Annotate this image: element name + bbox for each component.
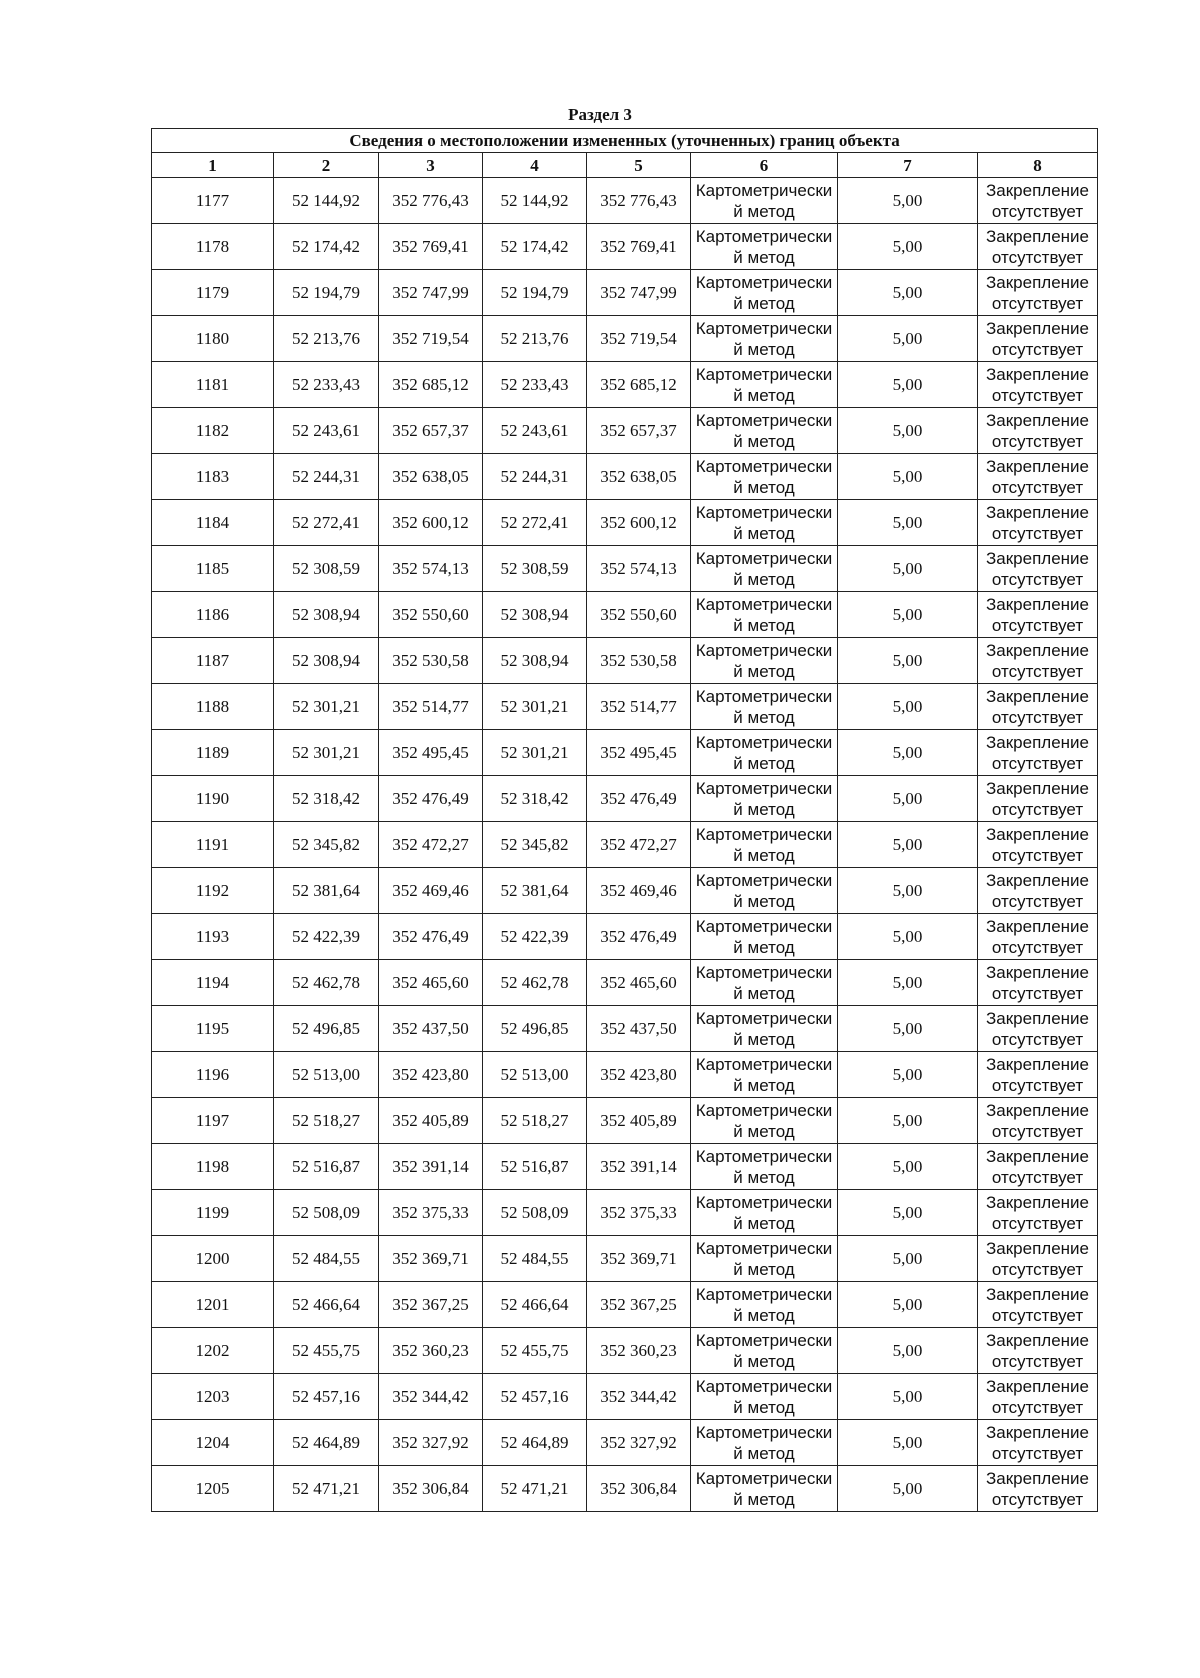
x-coordinate-old-cell: 52 518,27 [274, 1098, 379, 1144]
point-number-cell: 1202 [152, 1328, 274, 1374]
x-coordinate-new-cell: 52 455,75 [483, 1328, 587, 1374]
y-coordinate-new-cell: 352 657,37 [587, 408, 691, 454]
y-coordinate-new-cell: 352 405,89 [587, 1098, 691, 1144]
x-coordinate-new-cell: 52 144,92 [483, 178, 587, 224]
point-number-cell: 1182 [152, 408, 274, 454]
y-coordinate-old-cell: 352 391,14 [379, 1144, 483, 1190]
y-coordinate-new-cell: 352 769,41 [587, 224, 691, 270]
point-number-cell: 1188 [152, 684, 274, 730]
y-coordinate-new-cell: 352 530,58 [587, 638, 691, 684]
y-coordinate-new-cell: 352 375,33 [587, 1190, 691, 1236]
x-coordinate-new-cell: 52 462,78 [483, 960, 587, 1006]
y-coordinate-new-cell: 352 306,84 [587, 1466, 691, 1512]
fixation-cell: Закрепление отсутствует [978, 224, 1098, 270]
table-row [152, 500, 1098, 546]
fixation-cell: Закрепление отсутствует [978, 362, 1098, 408]
table-row [152, 592, 1098, 638]
y-coordinate-old-cell: 352 472,27 [379, 822, 483, 868]
accuracy-cell: 5,00 [838, 454, 978, 500]
y-coordinate-new-cell: 352 776,43 [587, 178, 691, 224]
method-cell: Картометрически й метод [691, 1144, 838, 1190]
x-coordinate-new-cell: 52 496,85 [483, 1006, 587, 1052]
method-cell: Картометрически й метод [691, 638, 838, 684]
y-coordinate-new-cell: 352 369,71 [587, 1236, 691, 1282]
y-coordinate-new-cell: 352 391,14 [587, 1144, 691, 1190]
accuracy-cell: 5,00 [838, 270, 978, 316]
point-number-cell: 1185 [152, 546, 274, 592]
table-row [152, 960, 1098, 1006]
x-coordinate-new-cell: 52 308,59 [483, 546, 587, 592]
column-header-5: 5 [587, 153, 691, 178]
y-coordinate-new-cell: 352 476,49 [587, 914, 691, 960]
column-header-6: 6 [691, 153, 838, 178]
point-number-cell: 1192 [152, 868, 274, 914]
table-row [152, 914, 1098, 960]
x-coordinate-new-cell: 52 471,21 [483, 1466, 587, 1512]
x-coordinate-new-cell: 52 513,00 [483, 1052, 587, 1098]
accuracy-cell: 5,00 [838, 1144, 978, 1190]
table-row [152, 638, 1098, 684]
fixation-cell: Закрепление отсутствует [978, 684, 1098, 730]
x-coordinate-new-cell: 52 308,94 [483, 592, 587, 638]
point-number-cell: 1186 [152, 592, 274, 638]
fixation-cell: Закрепление отсутствует [978, 868, 1098, 914]
point-number-cell: 1183 [152, 454, 274, 500]
column-header-7: 7 [838, 153, 978, 178]
y-coordinate-old-cell: 352 574,13 [379, 546, 483, 592]
point-number-cell: 1184 [152, 500, 274, 546]
x-coordinate-old-cell: 52 233,43 [274, 362, 379, 408]
fixation-cell: Закрепление отсутствует [978, 730, 1098, 776]
y-coordinate-old-cell: 352 437,50 [379, 1006, 483, 1052]
table-row [152, 1328, 1098, 1374]
fixation-cell: Закрепление отсутствует [978, 776, 1098, 822]
x-coordinate-old-cell: 52 174,42 [274, 224, 379, 270]
fixation-cell: Закрепление отсутствует [978, 1144, 1098, 1190]
accuracy-cell: 5,00 [838, 1466, 978, 1512]
point-number-cell: 1198 [152, 1144, 274, 1190]
x-coordinate-new-cell: 52 381,64 [483, 868, 587, 914]
fixation-cell: Закрепление отсутствует [978, 914, 1098, 960]
y-coordinate-new-cell: 352 367,25 [587, 1282, 691, 1328]
y-coordinate-old-cell: 352 769,41 [379, 224, 483, 270]
point-number-cell: 1189 [152, 730, 274, 776]
method-cell: Картометрически й метод [691, 1052, 838, 1098]
table-row [152, 546, 1098, 592]
section-title: Раздел 3 [568, 105, 632, 124]
x-coordinate-new-cell: 52 484,55 [483, 1236, 587, 1282]
method-cell: Картометрически й метод [691, 408, 838, 454]
x-coordinate-old-cell: 52 496,85 [274, 1006, 379, 1052]
accuracy-cell: 5,00 [838, 868, 978, 914]
point-number-cell: 1194 [152, 960, 274, 1006]
point-number-cell: 1197 [152, 1098, 274, 1144]
table-body [152, 178, 1098, 1512]
table-row [152, 1190, 1098, 1236]
y-coordinate-old-cell: 352 306,84 [379, 1466, 483, 1512]
method-cell: Картометрически й метод [691, 822, 838, 868]
accuracy-cell: 5,00 [838, 362, 978, 408]
y-coordinate-old-cell: 352 657,37 [379, 408, 483, 454]
fixation-cell: Закрепление отсутствует [978, 1420, 1098, 1466]
x-coordinate-old-cell: 52 308,94 [274, 638, 379, 684]
table-row [152, 1420, 1098, 1466]
y-coordinate-new-cell: 352 719,54 [587, 316, 691, 362]
accuracy-cell: 5,00 [838, 1374, 978, 1420]
x-coordinate-old-cell: 52 484,55 [274, 1236, 379, 1282]
x-coordinate-new-cell: 52 345,82 [483, 822, 587, 868]
fixation-cell: Закрепление отсутствует [978, 638, 1098, 684]
y-coordinate-old-cell: 352 367,25 [379, 1282, 483, 1328]
point-number-cell: 1179 [152, 270, 274, 316]
accuracy-cell: 5,00 [838, 1328, 978, 1374]
method-cell: Картометрически й метод [691, 224, 838, 270]
accuracy-cell: 5,00 [838, 638, 978, 684]
method-cell: Картометрически й метод [691, 1466, 838, 1512]
x-coordinate-old-cell: 52 513,00 [274, 1052, 379, 1098]
column-header-1: 1 [152, 153, 274, 178]
fixation-cell: Закрепление отсутствует [978, 316, 1098, 362]
point-number-cell: 1205 [152, 1466, 274, 1512]
y-coordinate-new-cell: 352 327,92 [587, 1420, 691, 1466]
method-cell: Картометрически й метод [691, 1328, 838, 1374]
y-coordinate-new-cell: 352 638,05 [587, 454, 691, 500]
point-number-cell: 1177 [152, 178, 274, 224]
x-coordinate-new-cell: 52 272,41 [483, 500, 587, 546]
fixation-cell: Закрепление отсутствует [978, 1328, 1098, 1374]
method-cell: Картометрически й метод [691, 1236, 838, 1282]
x-coordinate-new-cell: 52 508,09 [483, 1190, 587, 1236]
table-row [152, 822, 1098, 868]
point-number-cell: 1204 [152, 1420, 274, 1466]
y-coordinate-old-cell: 352 747,99 [379, 270, 483, 316]
point-number-cell: 1190 [152, 776, 274, 822]
point-number-cell: 1196 [152, 1052, 274, 1098]
point-number-cell: 1180 [152, 316, 274, 362]
method-cell: Картометрически й метод [691, 270, 838, 316]
accuracy-cell: 5,00 [838, 1282, 978, 1328]
method-cell: Картометрически й метод [691, 960, 838, 1006]
y-coordinate-old-cell: 352 375,33 [379, 1190, 483, 1236]
accuracy-cell: 5,00 [838, 224, 978, 270]
point-number-cell: 1199 [152, 1190, 274, 1236]
point-number-cell: 1193 [152, 914, 274, 960]
column-header-4: 4 [483, 153, 587, 178]
y-coordinate-new-cell: 352 476,49 [587, 776, 691, 822]
accuracy-cell: 5,00 [838, 1236, 978, 1282]
table-row [152, 1052, 1098, 1098]
coordinates-table [151, 128, 1098, 1512]
table-row [152, 868, 1098, 914]
method-cell: Картометрически й метод [691, 1282, 838, 1328]
point-number-cell: 1187 [152, 638, 274, 684]
y-coordinate-old-cell: 352 369,71 [379, 1236, 483, 1282]
accuracy-cell: 5,00 [838, 316, 978, 362]
table-row [152, 178, 1098, 224]
accuracy-cell: 5,00 [838, 914, 978, 960]
table-row [152, 776, 1098, 822]
column-header-3: 3 [379, 153, 483, 178]
table-row [152, 730, 1098, 776]
x-coordinate-old-cell: 52 422,39 [274, 914, 379, 960]
y-coordinate-new-cell: 352 472,27 [587, 822, 691, 868]
table-caption: Сведения о местоположении измененных (уточненных) границ объекта [152, 129, 1098, 153]
y-coordinate-new-cell: 352 495,45 [587, 730, 691, 776]
y-coordinate-new-cell: 352 360,23 [587, 1328, 691, 1374]
fixation-cell: Закрепление отсутствует [978, 1236, 1098, 1282]
point-number-cell: 1195 [152, 1006, 274, 1052]
fixation-cell: Закрепление отсутствует [978, 1098, 1098, 1144]
fixation-cell: Закрепление отсутствует [978, 500, 1098, 546]
y-coordinate-new-cell: 352 437,50 [587, 1006, 691, 1052]
table-row [152, 1466, 1098, 1512]
fixation-cell: Закрепление отсутствует [978, 592, 1098, 638]
method-cell: Картометрически й метод [691, 592, 838, 638]
method-cell: Картометрически й метод [691, 1006, 838, 1052]
table-row [152, 362, 1098, 408]
accuracy-cell: 5,00 [838, 592, 978, 638]
table-row [152, 270, 1098, 316]
accuracy-cell: 5,00 [838, 1190, 978, 1236]
table-row [152, 1282, 1098, 1328]
method-cell: Картометрически й метод [691, 362, 838, 408]
x-coordinate-new-cell: 52 301,21 [483, 730, 587, 776]
accuracy-cell: 5,00 [838, 1098, 978, 1144]
x-coordinate-old-cell: 52 244,31 [274, 454, 379, 500]
y-coordinate-old-cell: 352 550,60 [379, 592, 483, 638]
y-coordinate-old-cell: 352 514,77 [379, 684, 483, 730]
x-coordinate-old-cell: 52 516,87 [274, 1144, 379, 1190]
table-row [152, 1374, 1098, 1420]
x-coordinate-old-cell: 52 381,64 [274, 868, 379, 914]
y-coordinate-old-cell: 352 423,80 [379, 1052, 483, 1098]
column-header-row [152, 153, 1098, 178]
y-coordinate-new-cell: 352 574,13 [587, 546, 691, 592]
table-row [152, 1236, 1098, 1282]
method-cell: Картометрически й метод [691, 1420, 838, 1466]
y-coordinate-new-cell: 352 469,46 [587, 868, 691, 914]
column-header-8: 8 [978, 153, 1098, 178]
y-coordinate-old-cell: 352 405,89 [379, 1098, 483, 1144]
method-cell: Картометрически й метод [691, 1190, 838, 1236]
y-coordinate-new-cell: 352 344,42 [587, 1374, 691, 1420]
table-row [152, 684, 1098, 730]
fixation-cell: Закрепление отсутствует [978, 1190, 1098, 1236]
y-coordinate-old-cell: 352 530,58 [379, 638, 483, 684]
fixation-cell: Закрепление отсутствует [978, 1052, 1098, 1098]
x-coordinate-old-cell: 52 318,42 [274, 776, 379, 822]
y-coordinate-new-cell: 352 465,60 [587, 960, 691, 1006]
accuracy-cell: 5,00 [838, 1052, 978, 1098]
y-coordinate-old-cell: 352 638,05 [379, 454, 483, 500]
table-row [152, 1098, 1098, 1144]
x-coordinate-old-cell: 52 272,41 [274, 500, 379, 546]
method-cell: Картометрически й метод [691, 776, 838, 822]
x-coordinate-old-cell: 52 308,94 [274, 592, 379, 638]
accuracy-cell: 5,00 [838, 822, 978, 868]
x-coordinate-new-cell: 52 318,42 [483, 776, 587, 822]
fixation-cell: Закрепление отсутствует [978, 1466, 1098, 1512]
table-row [152, 408, 1098, 454]
x-coordinate-old-cell: 52 345,82 [274, 822, 379, 868]
table-row [152, 454, 1098, 500]
y-coordinate-old-cell: 352 495,45 [379, 730, 483, 776]
fixation-cell: Закрепление отсутствует [978, 546, 1098, 592]
x-coordinate-old-cell: 52 144,92 [274, 178, 379, 224]
x-coordinate-old-cell: 52 455,75 [274, 1328, 379, 1374]
accuracy-cell: 5,00 [838, 684, 978, 730]
y-coordinate-new-cell: 352 747,99 [587, 270, 691, 316]
x-coordinate-old-cell: 52 471,21 [274, 1466, 379, 1512]
table-row [152, 1144, 1098, 1190]
y-coordinate-old-cell: 352 327,92 [379, 1420, 483, 1466]
accuracy-cell: 5,00 [838, 546, 978, 592]
column-header-2: 2 [274, 153, 379, 178]
y-coordinate-new-cell: 352 514,77 [587, 684, 691, 730]
x-coordinate-new-cell: 52 516,87 [483, 1144, 587, 1190]
x-coordinate-new-cell: 52 213,76 [483, 316, 587, 362]
x-coordinate-old-cell: 52 301,21 [274, 730, 379, 776]
method-cell: Картометрически й метод [691, 546, 838, 592]
y-coordinate-new-cell: 352 550,60 [587, 592, 691, 638]
method-cell: Картометрически й метод [691, 178, 838, 224]
fixation-cell: Закрепление отсутствует [978, 454, 1098, 500]
x-coordinate-old-cell: 52 464,89 [274, 1420, 379, 1466]
method-cell: Картометрически й метод [691, 316, 838, 362]
fixation-cell: Закрепление отсутствует [978, 1282, 1098, 1328]
accuracy-cell: 5,00 [838, 408, 978, 454]
method-cell: Картометрически й метод [691, 1374, 838, 1420]
x-coordinate-old-cell: 52 508,09 [274, 1190, 379, 1236]
accuracy-cell: 5,00 [838, 776, 978, 822]
y-coordinate-old-cell: 352 719,54 [379, 316, 483, 362]
x-coordinate-new-cell: 52 174,42 [483, 224, 587, 270]
x-coordinate-old-cell: 52 462,78 [274, 960, 379, 1006]
x-coordinate-old-cell: 52 194,79 [274, 270, 379, 316]
x-coordinate-new-cell: 52 243,61 [483, 408, 587, 454]
point-number-cell: 1203 [152, 1374, 274, 1420]
y-coordinate-old-cell: 352 476,49 [379, 776, 483, 822]
x-coordinate-new-cell: 52 464,89 [483, 1420, 587, 1466]
point-number-cell: 1191 [152, 822, 274, 868]
y-coordinate-old-cell: 352 344,42 [379, 1374, 483, 1420]
method-cell: Картометрически й метод [691, 730, 838, 776]
fixation-cell: Закрепление отсутствует [978, 822, 1098, 868]
accuracy-cell: 5,00 [838, 1006, 978, 1052]
x-coordinate-old-cell: 52 308,59 [274, 546, 379, 592]
x-coordinate-old-cell: 52 213,76 [274, 316, 379, 362]
x-coordinate-new-cell: 52 308,94 [483, 638, 587, 684]
table-row [152, 316, 1098, 362]
table-row [152, 224, 1098, 270]
accuracy-cell: 5,00 [838, 178, 978, 224]
x-coordinate-new-cell: 52 466,64 [483, 1282, 587, 1328]
method-cell: Картометрически й метод [691, 684, 838, 730]
method-cell: Картометрически й метод [691, 914, 838, 960]
x-coordinate-new-cell: 52 422,39 [483, 914, 587, 960]
x-coordinate-new-cell: 52 301,21 [483, 684, 587, 730]
y-coordinate-new-cell: 352 600,12 [587, 500, 691, 546]
x-coordinate-new-cell: 52 244,31 [483, 454, 587, 500]
y-coordinate-old-cell: 352 476,49 [379, 914, 483, 960]
x-coordinate-old-cell: 52 457,16 [274, 1374, 379, 1420]
method-cell: Картометрически й метод [691, 868, 838, 914]
fixation-cell: Закрепление отсутствует [978, 408, 1098, 454]
x-coordinate-old-cell: 52 243,61 [274, 408, 379, 454]
x-coordinate-new-cell: 52 518,27 [483, 1098, 587, 1144]
point-number-cell: 1178 [152, 224, 274, 270]
x-coordinate-new-cell: 52 233,43 [483, 362, 587, 408]
x-coordinate-old-cell: 52 466,64 [274, 1282, 379, 1328]
point-number-cell: 1200 [152, 1236, 274, 1282]
x-coordinate-new-cell: 52 194,79 [483, 270, 587, 316]
fixation-cell: Закрепление отсутствует [978, 1006, 1098, 1052]
point-number-cell: 1201 [152, 1282, 274, 1328]
y-coordinate-old-cell: 352 465,60 [379, 960, 483, 1006]
y-coordinate-new-cell: 352 423,80 [587, 1052, 691, 1098]
method-cell: Картометрически й метод [691, 1098, 838, 1144]
accuracy-cell: 5,00 [838, 960, 978, 1006]
point-number-cell: 1181 [152, 362, 274, 408]
fixation-cell: Закрепление отсутствует [978, 178, 1098, 224]
y-coordinate-old-cell: 352 685,12 [379, 362, 483, 408]
accuracy-cell: 5,00 [838, 730, 978, 776]
x-coordinate-old-cell: 52 301,21 [274, 684, 379, 730]
fixation-cell: Закрепление отсутствует [978, 960, 1098, 1006]
fixation-cell: Закрепление отсутствует [978, 1374, 1098, 1420]
table-row [152, 1006, 1098, 1052]
method-cell: Картометрически й метод [691, 500, 838, 546]
y-coordinate-old-cell: 352 360,23 [379, 1328, 483, 1374]
x-coordinate-new-cell: 52 457,16 [483, 1374, 587, 1420]
accuracy-cell: 5,00 [838, 500, 978, 546]
y-coordinate-old-cell: 352 776,43 [379, 178, 483, 224]
accuracy-cell: 5,00 [838, 1420, 978, 1466]
method-cell: Картометрически й метод [691, 454, 838, 500]
y-coordinate-new-cell: 352 685,12 [587, 362, 691, 408]
fixation-cell: Закрепление отсутствует [978, 270, 1098, 316]
y-coordinate-old-cell: 352 600,12 [379, 500, 483, 546]
y-coordinate-old-cell: 352 469,46 [379, 868, 483, 914]
